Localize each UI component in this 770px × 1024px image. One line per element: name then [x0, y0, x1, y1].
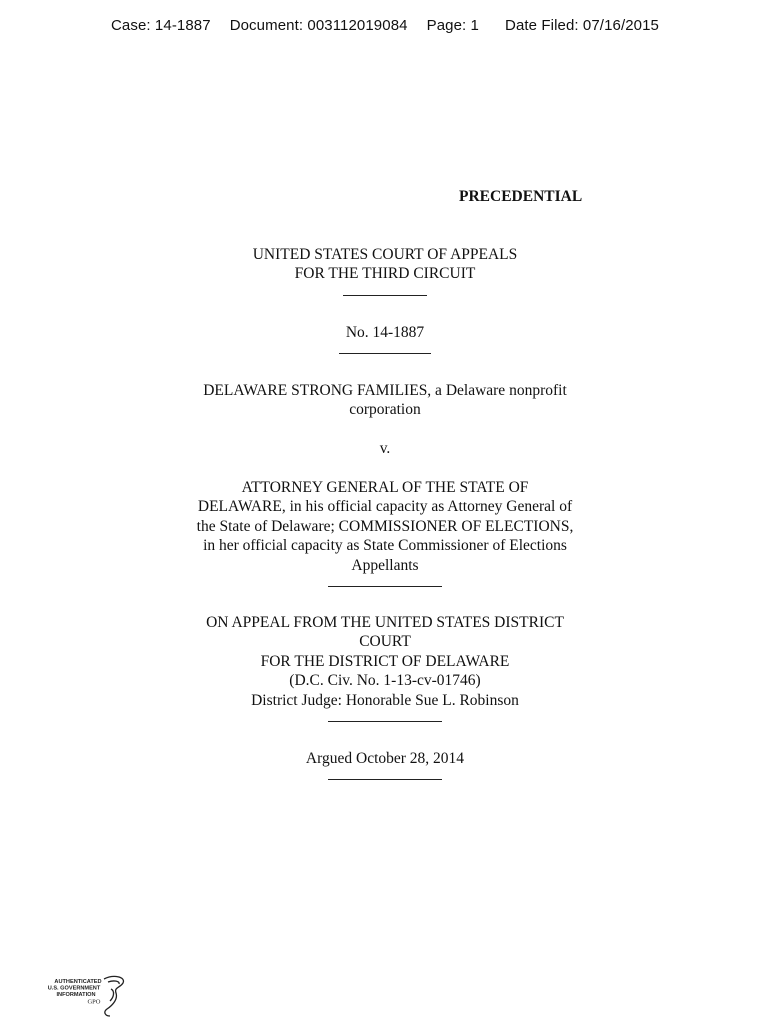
court-name: [180, 245, 590, 296]
argued-date: [180, 749, 590, 780]
logo-text-line: INFORMATION: [56, 992, 96, 998]
appeal-line: FOR THE DISTRICT OF DELAWARE: [260, 652, 510, 670]
party-line: corporation: [349, 401, 421, 419]
eagle-icon: [104, 976, 123, 1016]
case-number-label: Case: 14-1887: [110, 17, 211, 34]
appellant-party: [180, 478, 590, 587]
separator-rule: [328, 710, 442, 722]
party-designation: Appellants: [351, 556, 419, 574]
logo-text-line: AUTHENTICATED: [54, 979, 102, 985]
logo-text-line: U.S. GOVERNMENT: [47, 985, 101, 992]
lower-court-docket: (D.C. Civ. No. 1-13-cv-01746): [289, 672, 481, 690]
appeal-origin: [180, 613, 590, 722]
gpo-authenticated-logo: [44, 975, 130, 1019]
party-line: in her official capacity as State Commissioner of Elections: [203, 537, 567, 555]
party-line: DELAWARE STRONG FAMILIES, a Delaware nonprofit: [203, 382, 567, 399]
separator-rule: [339, 342, 431, 354]
logo-text-line: GPO: [87, 998, 101, 1006]
separator-rule: [343, 284, 427, 296]
date-filed-label: Date Filed: 07/16/2015: [505, 17, 659, 34]
appeal-line: ON APPEAL FROM THE UNITED STATES DISTRICT: [206, 614, 564, 631]
versus: [180, 439, 590, 458]
versus-text: v.: [379, 440, 391, 457]
court-name-line: FOR THE THIRD CIRCUIT: [294, 265, 476, 283]
docket-number-text: No. 14-1887: [345, 324, 425, 341]
document-number-label: Document: 003112019084: [229, 17, 408, 34]
district-judge: District Judge: Honorable Sue L. Robinson: [251, 691, 519, 709]
page-number-label: Page: 1: [426, 17, 480, 34]
docket-number: [180, 323, 590, 354]
appellee-party: [180, 381, 590, 420]
argued-date-text: Argued October 28, 2014: [305, 750, 465, 767]
party-line: ATTORNEY GENERAL OF THE STATE OF: [241, 479, 529, 496]
party-line: DELAWARE, in his official capacity as Attorney General of: [197, 498, 573, 516]
court-name-line: UNITED STATES COURT OF APPEALS: [252, 246, 518, 263]
precedential-label: PRECEDENTIAL: [459, 188, 583, 205]
appeal-line: COURT: [359, 633, 411, 651]
separator-rule: [328, 768, 442, 780]
party-line: the State of Delaware; COMMISSIONER OF ELECTIONS,: [196, 517, 574, 535]
separator-rule: [328, 575, 442, 587]
filing-header: [0, 17, 770, 34]
